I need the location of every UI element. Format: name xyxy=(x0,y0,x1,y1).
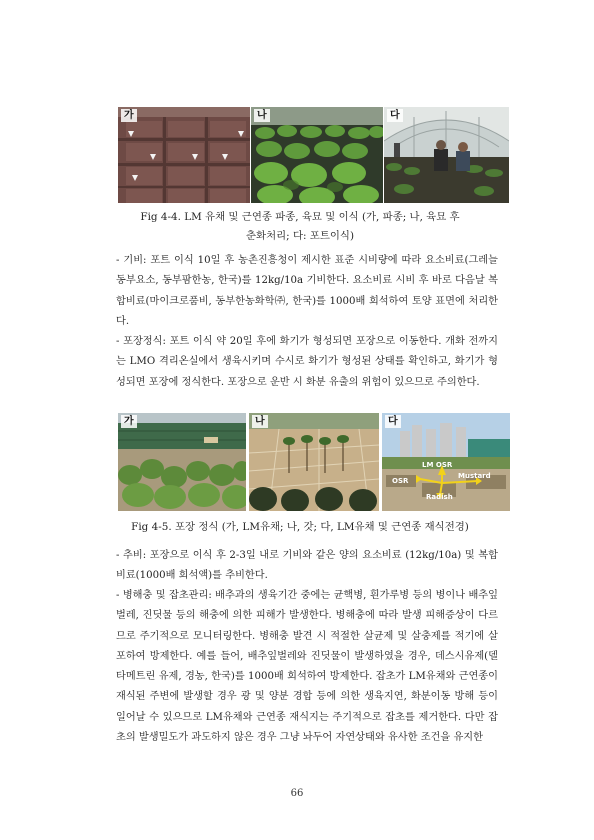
panel-label-da-2: 다 xyxy=(385,415,401,428)
paragraph-top-dressing: - 추비: 포장으로 이식 후 2-3일 내로 기비와 같은 양의 요소비료 (12kg/10a) 및 복합비료(1000배 희석액)를 추비한다. xyxy=(116,550,498,582)
overlay-label-lm-osr: LM OSR xyxy=(422,461,453,469)
overlay-label-radish: Radish xyxy=(426,493,453,501)
photo-seeding-trays xyxy=(118,107,250,203)
figure-caption-4-4-line1: Fig 4-4. LM 유채 및 근연종 파종, 육묘 및 이식 (가, 파종; 나, 육묘 후 xyxy=(140,211,460,223)
photo-lm-rapeseed-field xyxy=(118,413,246,511)
paragraph-pest-weed-management: - 병해충 및 잡초관리: 배추과의 생육기간 중에는 균핵병, 흰가루병 등의 병이나 배추잎벌레, 진딧물 등의 해충에 의한 피해가 발생한다. 병해충에 따라 발생 피해증상이 다르므로 주기적으로 모니터링한다. 병해충 발견 시 적절한 살균제 및 살충제를 적기에 살포하여 방제한다. 예를 들어, 배추잎벌레와 진딧물이 발생하였을 경우, 데스시유제(델타메트린 유제, 경농, 한국)를 1000배 희석하여 방제한다. 잡초가 LM유채와 근연종이 재식된 주변에 발생할 경우 광 및 양분 경합 등에 의한 생육지연, 화분이동 방해 등이 일어날 수 있으므로 LM유채와 근연종 재식지는 주기적으로 잡초를 제거한다. 다만 잡초의 발생밀도가 과도하지 않은 경우 그냥 놔두어 자연상태와 유사한 조건을 유지한 xyxy=(116,590,498,744)
panel-label-na: 나 xyxy=(254,109,270,122)
photo-planting-overview xyxy=(382,413,510,511)
photo-pot-transplanting xyxy=(384,107,509,203)
panel-label-na-2: 나 xyxy=(252,415,268,428)
photo-seedlings xyxy=(251,107,383,203)
panel-label-ga-2: 가 xyxy=(121,415,137,428)
figure-caption-4-5: Fig 4-5. 포장 정식 (가, LM유채; 나, 갓; 다, LM유채 및 근연종 재식전경) xyxy=(131,521,469,533)
overlay-label-osr: OSR xyxy=(392,477,409,485)
panel-label-ga: 가 xyxy=(121,109,137,122)
page-number: 66 xyxy=(290,788,304,799)
paragraph-base-fertilizer: - 기비: 포트 이식 10일 후 농촌진흥청이 제시한 표준 시비량에 따라 요소비료(그레늘 동부요소, 동부팜한농, 한국)를 12kg/10a 기비한다. 요소비료 시비 후 바로 다음날 복합비료(마이크로품비, 동부한농화학㈜, 한국)를 1000배 희석하여 토양 표면에 처리한다. xyxy=(116,255,498,327)
figure-caption-4-4-line2: 춘화처리; 다: 포트이식) xyxy=(246,230,354,242)
photo-mustard-field xyxy=(249,413,379,511)
panel-label-da: 다 xyxy=(387,109,403,122)
paragraph-field-planting: - 포장정식: 포트 이식 약 20일 후에 화기가 형성되면 포장으로 이동한다. 개화 전까지는 LMO 격리온실에서 생육시키며 수시로 화기가 형성된 상태를 확인하고, 화기가 형성되면 포장에 정식한다. 포장으로 운반 시 화분 유출의 위험이 있으므로 주의한다. xyxy=(116,336,498,388)
overlay-label-mustard: Mustard xyxy=(458,472,491,480)
